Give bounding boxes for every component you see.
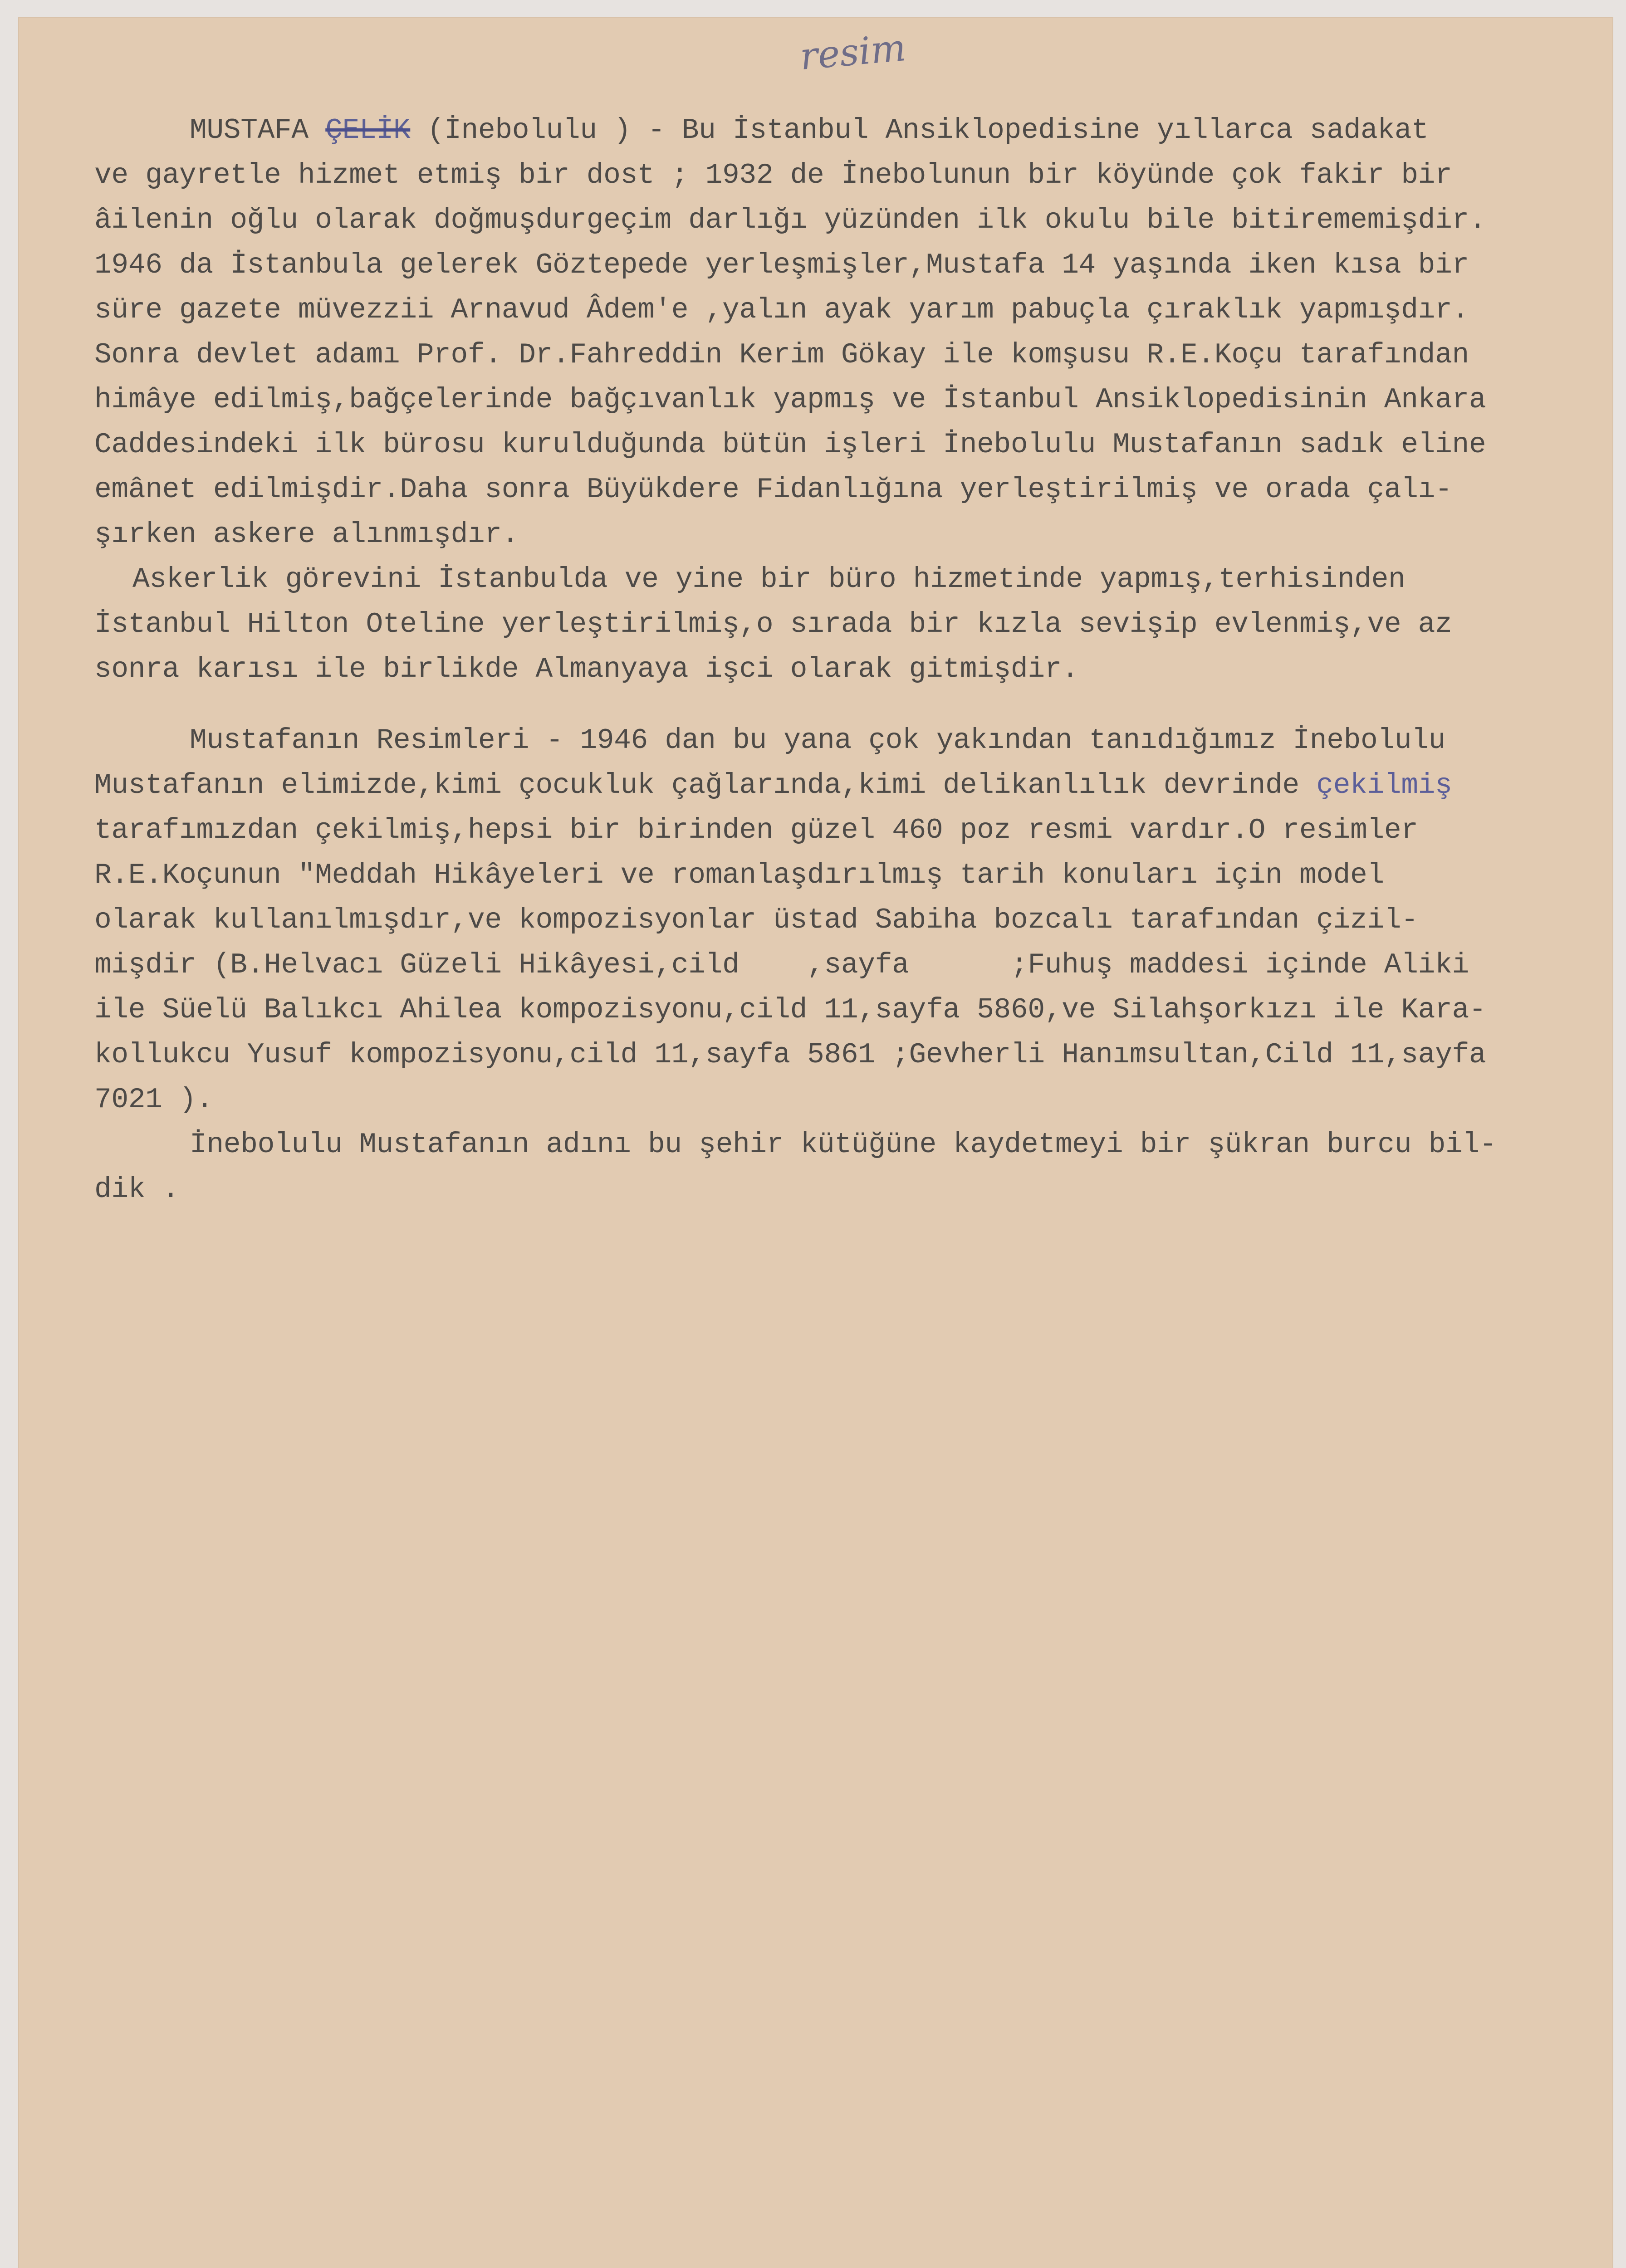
paragraph-3-line-2-start: Mustafanın elimizde,kimi çocukluk çağlarında,kimi delikanlılık devrinde xyxy=(94,769,1317,802)
paragraph-1-line: süre gazete müvezzii Arnavud Âdem'e ,yalın ayak yarım pabuçla çıraklık yapmışdır. xyxy=(94,294,1469,326)
paragraph-1-line: şırken askere alınmışdır. xyxy=(94,518,519,551)
paragraph-1-line: Sonra devlet adamı Prof. Dr.Fahreddin Kerim Gökay ile komşusu R.E.Koçu tarafından xyxy=(94,339,1469,371)
handwritten-note: resim xyxy=(798,26,908,79)
paragraph-1-line-1-rest: (İnebolulu ) - Bu İstanbul Ansiklopedisine yıllarca sadakat xyxy=(410,114,1429,147)
paragraph-2-line: İstanbul Hilton Oteline yerleştirilmiş,o sırada bir kızla sevişip evlenmiş,ve az xyxy=(94,608,1452,640)
struck-surname: ÇELİK xyxy=(325,114,411,147)
paragraph-3-line: 7021 ). xyxy=(94,1084,213,1116)
paragraph-3-line: tarafımızdan çekilmiş,hepsi bir birinden güzel 460 poz resmi vardır.O resimler xyxy=(94,814,1418,846)
paragraph-1-line: himâye edilmiş,bağçelerinde bağçıvanlık yapmış ve İstanbul Ansiklopedisinin Ankara xyxy=(94,384,1486,416)
paragraph-1-line: ve gayretle hizmet etmiş bir dost ; 1932 de İnebolunun bir köyünde çok fakir bir xyxy=(94,159,1452,191)
paragraph-3-line: kollukcu Yusuf kompozisyonu,cild 11,sayfa 5861 ;Gevherli Hanımsultan,Cild 11,sayfa xyxy=(94,1039,1486,1071)
paragraph-3-line: Mustafanın Resimleri - 1946 dan bu yana çok yakından tanıdığımız İnebolulu xyxy=(190,724,1446,757)
paragraph-4-line: dik . xyxy=(94,1173,180,1206)
paragraph-3-line: ile Süelü Balıkcı Ahilea kompozisyonu,cild 11,sayfa 5860,ve Silahşorkızı ile Kara- xyxy=(94,994,1486,1026)
paragraph-1-line: Caddesindeki ilk bürosu kurulduğunda bütün işleri İnebolulu Mustafanın sadık eline xyxy=(94,429,1486,461)
paragraph-1-line: âilenin oğlu olarak doğmuşdurgeçim darlığı yüzünden ilk okulu bile bitirememişdir. xyxy=(94,204,1486,236)
document-body xyxy=(94,108,1619,1212)
overtyped-word: çekilmiş xyxy=(1316,769,1452,802)
typewritten-page xyxy=(18,17,1613,2268)
paragraph-1-line-1 xyxy=(94,108,1619,153)
paragraph-3-line: mişdir (B.Helvacı Güzeli Hikâyesi,cild ,sayfa ;Fuhuş maddesi içinde Aliki xyxy=(94,949,1469,981)
paragraph-2-line: sonra karısı ile birlikde Almanyaya işci olarak gitmişdir. xyxy=(94,653,1079,685)
paragraph-3-line: olarak kullanılmışdır,ve kompozisyonlar üstad Sabiha bozcalı tarafından çizil- xyxy=(94,904,1418,936)
paragraph-4-line: İnebolulu Mustafanın adını bu şehir kütüğüne kaydetmeyi bir şükran burcu bil- xyxy=(190,1129,1497,1161)
paragraph-1-line: emânet edilmişdir.Daha sonra Büyükdere Fidanlığına yerleştirilmiş ve orada çalı- xyxy=(94,474,1452,506)
paragraph-3-line: R.E.Koçunun "Meddah Hikâyeleri ve romanlaşdırılmış tarih konuları için model xyxy=(94,859,1384,891)
paragraph-3-line-2 xyxy=(94,763,1619,808)
person-name: MUSTAFA xyxy=(190,114,309,147)
paragraph-1-line: 1946 da İstanbula gelerek Göztepede yerleşmişler,Mustafa 14 yaşında iken kısa bir xyxy=(94,249,1469,281)
paragraph-2-line: Askerlik görevini İstanbulda ve yine bir büro hizmetinde yapmış,terhisinden xyxy=(132,563,1406,596)
